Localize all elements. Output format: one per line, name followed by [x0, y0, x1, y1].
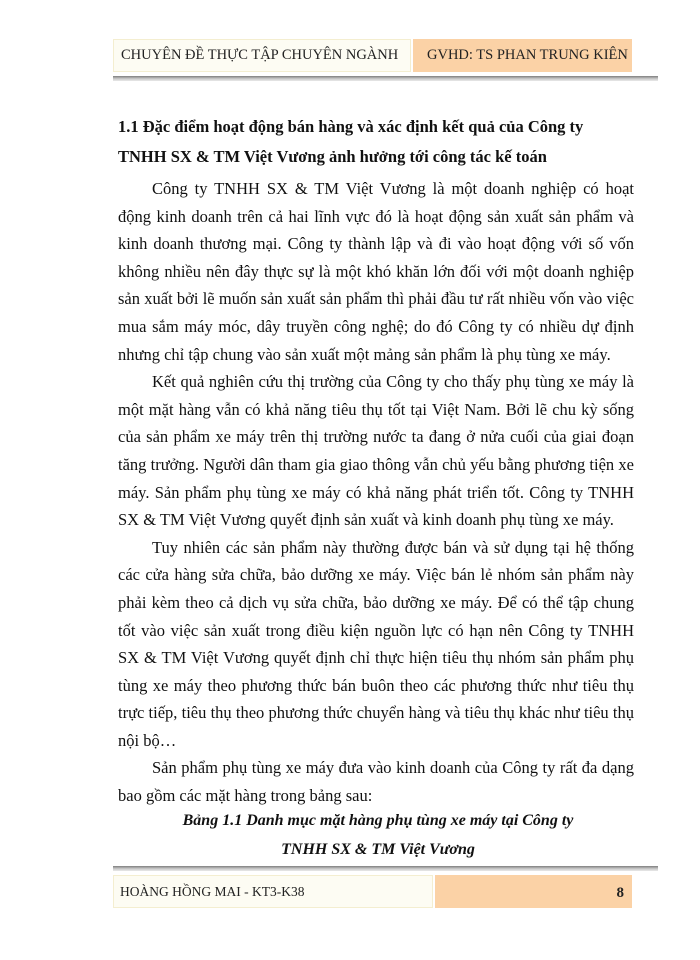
header-divider: [113, 76, 658, 81]
header-course-title: CHUYÊN ĐỀ THỰC TẬP CHUYÊN NGÀNH: [113, 39, 411, 72]
table-caption: [118, 806, 638, 864]
footer-author: HOÀNG HỒNG MAI - KT3-K38: [113, 875, 433, 908]
paragraph-3: Tuy nhiên các sản phẩm này thường được bán và sử dụng tại hệ thống các cửa hàng sửa chữa, bảo dưỡng xe máy. Việc bán lẻ nhóm sản phẩm này phải kèm theo cả dịch vụ sửa chữa, bảo dưỡng xe máy. Để có thể tập chung tốt vào việc sản xuất trong điều kiện nguồn lực có hạn nên Công ty TNHH SX & TM Việt Vương quyết định chỉ thực hiện tiêu thụ nhóm sản phẩm phụ tùng xe máy theo phương thức bán buôn theo các phương thức như tiêu thụ trực tiếp, tiêu thụ theo phương thức chuyển hàng và tiêu thụ khác như tiêu thụ nội bộ…: [118, 537, 634, 750]
footer-divider: [113, 866, 658, 871]
page-number: 8: [435, 875, 632, 908]
table-caption-line-2: TNHH SX & TM Việt Vương: [281, 841, 475, 858]
table-caption-line-1: Bảng 1.1 Danh mục mặt hàng phụ tùng xe máy tại Công ty: [182, 812, 574, 829]
paragraph-4: Sản phẩm phụ tùng xe máy đưa vào kinh doanh của Công ty rất đa dạng bao gồm các mặt hàng trong bảng sau:: [118, 758, 634, 806]
paragraph-2: Kết quả nghiên cứu thị trường của Công ty cho thấy phụ tùng xe máy là một mặt hàng vẫn có khả năng tiêu thụ tốt tại Việt Nam. Bởi lẽ chu kỳ sống của sản phẩm xe máy trên thị trường nước ta đang ở nửa cuối của giai đoạn tăng trưởng. Người dân tham gia giao thông vẫn chủ yếu bằng phương tiện xe máy. Sản phẩm phụ tùng xe máy có khả năng phát triển tốt. Công ty TNHH SX & TM Việt Vương quyết định sản xuất và kinh doanh phụ tùng xe máy.: [118, 372, 634, 530]
body-text: [118, 175, 634, 810]
header-advisor: GVHD: TS PHAN TRUNG KIÊN: [413, 39, 632, 72]
section-heading-line-1: 1.1 Đặc điểm hoạt động bán hàng và xác định kết quả của Công ty: [118, 117, 584, 136]
section-heading: [118, 112, 638, 172]
section-heading-line-2: TNHH SX & TM Việt Vương ảnh hưởng tới công tác kế toán: [118, 147, 547, 166]
paragraph-1: Công ty TNHH SX & TM Việt Vương là một doanh nghiệp có hoạt động kinh doanh trên cả hai lĩnh vực đó là hoạt động sản xuất sản phẩm và kinh doanh thương mại. Công ty thành lập và đi vào hoạt động với số vốn không nhiều nên đây thực sự là một khó khăn lớn đối với một doanh nghiệp sản xuất bởi lẽ muốn sản xuất sản phẩm thì phải đầu tư rất nhiều vốn vào việc mua sắm máy móc, dây truyền công nghệ; do đó Công ty có nhiều dự định nhưng chỉ tập chung vào sản xuất một mảng sản phẩm là phụ tùng xe máy.: [118, 179, 634, 364]
